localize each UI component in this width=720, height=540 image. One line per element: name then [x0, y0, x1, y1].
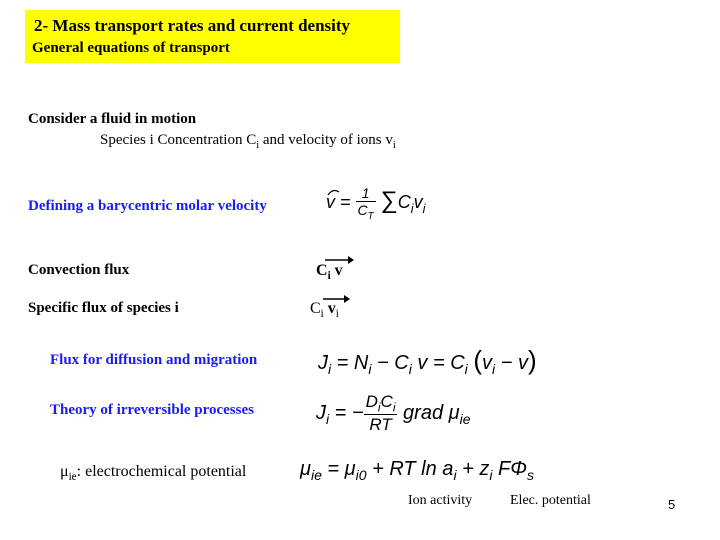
- vector-arrow-icon: [324, 253, 350, 263]
- irreversible-processes-label: Theory of irreversible processes: [50, 402, 254, 418]
- intro-line-2: Species i Concentration $C_i$ and velocity of ions $v_i$: [100, 132, 396, 151]
- intro-line-1: Consider a fluid in motion: [28, 111, 197, 127]
- convection-flux-label: Convection flux: [28, 262, 130, 278]
- elec-potential-annotation: Elec. potential: [510, 493, 591, 508]
- convection-flux-equation: $C_i$ v: [316, 262, 343, 283]
- slide-subtitle: General equations of transport: [32, 40, 230, 56]
- page-number: 5: [668, 497, 676, 512]
- slide-title: 2- Mass transport rates and current density: [34, 16, 351, 35]
- electrochemical-potential-label: $\mu_{ie}$: electrochemical potential: [60, 463, 247, 484]
- vector-arrow-icon: [322, 292, 348, 302]
- irreversible-processes-equation: $J_i$ = − $\frac{D_iC_i}{RT}$ grad $\mu_{ie}$: [316, 392, 471, 435]
- specific-flux-label: Specific flux of species i: [28, 300, 179, 316]
- barycentric-equation: v = $\frac{1}{C_T}$ $\sum C_iv_i$: [326, 185, 426, 222]
- diffusion-migration-label: Flux for diffusion and migration: [50, 352, 258, 368]
- electrochemical-potential-equation: $\mu_{ie} = \mu_{i0}$ + RT $\ln a_i + z_i$ $F\Phi_s$: [300, 458, 534, 483]
- ion-activity-annotation: Ion activity: [408, 493, 473, 508]
- vector-arrow-icon: [327, 188, 341, 196]
- diffusion-migration-equation: $J_i = N_i - C_i$ $v = C_i$ $(v_i - v)$: [318, 345, 537, 377]
- specific-flux-equation: $C_i$ $v_i$: [310, 300, 339, 321]
- barycentric-label: Defining a barycentric molar velocity: [28, 198, 267, 214]
